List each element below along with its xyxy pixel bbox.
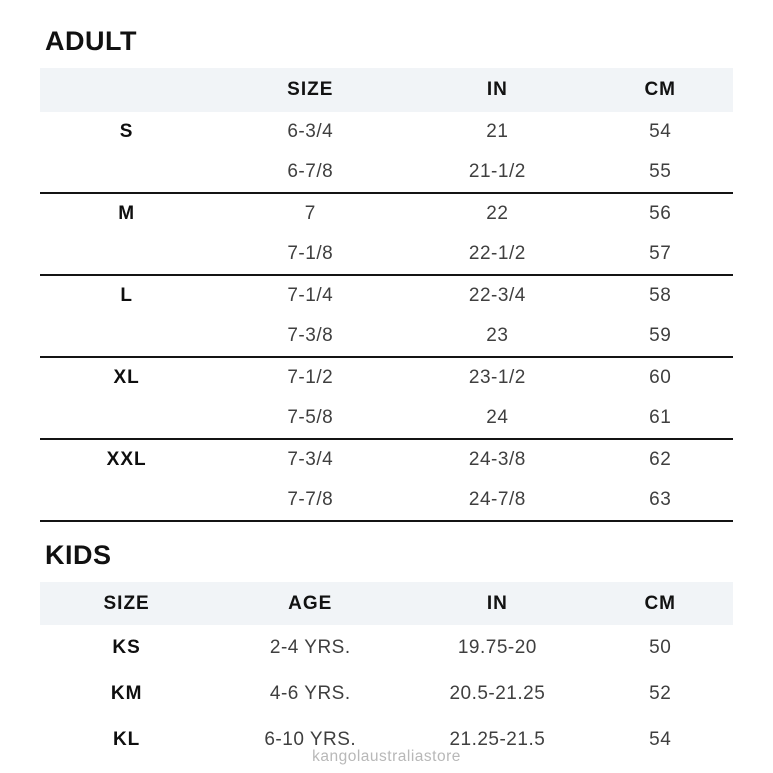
table-row [40, 275, 733, 316]
size-group [40, 357, 733, 439]
table-row [40, 234, 733, 275]
adult-col-header-cm: CM [587, 68, 733, 112]
value-cell: 6-7/8 [287, 161, 334, 182]
value-cell: 19.75-20 [457, 637, 537, 658]
adult-table-header [40, 68, 733, 112]
value-cell: 60 [649, 367, 672, 388]
value-cell: 62 [649, 449, 672, 470]
value-cell: 20.5-21.25 [449, 683, 546, 704]
size-label-cell [40, 398, 213, 439]
value-cell: 7-3/8 [287, 325, 334, 346]
kids-size-table [40, 582, 733, 763]
size-label-cell [40, 480, 213, 521]
value-cell: 4-6 YRS. [269, 683, 351, 704]
size-label-cell: XXL [106, 449, 147, 470]
value-cell: 22-3/4 [468, 285, 526, 306]
watermark: kangolaustraliastore [312, 748, 461, 765]
value-cell: 61 [649, 407, 672, 428]
value-cell: 21-1/2 [468, 161, 526, 182]
value-cell: 23 [486, 325, 509, 346]
size-label-cell: XL [113, 367, 140, 388]
size-group [40, 625, 733, 763]
size-label-cell [40, 316, 213, 357]
value-cell: 50 [649, 637, 672, 658]
value-cell: 57 [649, 243, 672, 264]
size-group [40, 112, 733, 193]
value-cell: 7-1/2 [287, 367, 334, 388]
kids-col-header-age: AGE [213, 582, 407, 625]
value-cell: 52 [649, 683, 672, 704]
value-cell: 54 [649, 121, 672, 142]
table-row [40, 398, 733, 439]
kids-section-title: KIDS [45, 540, 112, 570]
value-cell: 7 [304, 203, 316, 224]
table-row [40, 439, 733, 480]
size-label-cell: L [120, 285, 133, 306]
value-cell: 56 [649, 203, 672, 224]
size-label-cell: KS [112, 637, 141, 658]
value-cell: 7-7/8 [287, 489, 334, 510]
value-cell: 21 [486, 121, 509, 142]
value-cell: 21.25-21.5 [449, 729, 546, 750]
value-cell: 59 [649, 325, 672, 346]
value-cell: 63 [649, 489, 672, 510]
value-cell: 2-4 YRS. [269, 637, 351, 658]
kids-col-header-size: SIZE [40, 582, 213, 625]
size-label-cell: KM [110, 683, 143, 704]
adult-col-header-in: IN [407, 68, 587, 112]
header-row [40, 582, 733, 625]
table-row [40, 625, 733, 671]
adult-col-header-blank [40, 68, 213, 112]
size-label-cell: M [118, 203, 136, 224]
header-row [40, 68, 733, 112]
value-cell: 24-3/8 [468, 449, 526, 470]
value-cell: 6-3/4 [287, 121, 334, 142]
adult-col-header-size: SIZE [213, 68, 407, 112]
size-label-cell [40, 234, 213, 275]
value-cell: 23-1/2 [468, 367, 526, 388]
table-row [40, 316, 733, 357]
value-cell: 7-5/8 [287, 407, 334, 428]
value-cell: 7-1/4 [287, 285, 334, 306]
size-group [40, 275, 733, 357]
value-cell: 54 [649, 729, 672, 750]
table-row [40, 112, 733, 152]
value-cell: 22-1/2 [468, 243, 526, 264]
table-row [40, 193, 733, 234]
table-row [40, 152, 733, 193]
value-cell: 7-1/8 [287, 243, 334, 264]
kids-table-header [40, 582, 733, 625]
adult-size-table [40, 68, 733, 522]
kids-col-header-in: IN [407, 582, 587, 625]
value-cell: 24-7/8 [468, 489, 526, 510]
table-row [40, 357, 733, 398]
size-label-cell [40, 152, 213, 193]
value-cell: 24 [486, 407, 509, 428]
adult-section-title: ADULT [45, 26, 137, 56]
table-row [40, 671, 733, 717]
value-cell: 6-10 YRS. [264, 729, 357, 750]
size-group [40, 439, 733, 521]
value-cell: 7-3/4 [287, 449, 334, 470]
size-label-cell: KL [112, 729, 141, 750]
value-cell: 22 [486, 203, 509, 224]
value-cell: 55 [649, 161, 672, 182]
size-group [40, 193, 733, 275]
size-label-cell: S [119, 121, 134, 142]
table-row [40, 480, 733, 521]
value-cell: 58 [649, 285, 672, 306]
kids-col-header-cm: CM [587, 582, 733, 625]
